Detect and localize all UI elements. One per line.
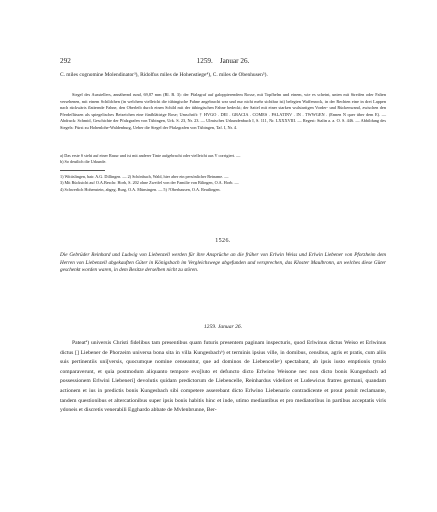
main-text: Pateatª) universis Christi fidelibus tam presentibus quam futuris presentem paginam inspecturis, quod Erlwinus dictus Weiso et Erlwinus dictus [] Liebener de Phorzeim universa bona sita in villa Kungesbachᵇ) et terminis ipsius ville, in domibus, censibus, agris et pratis, cum aliis suis pertinentiis uni[versis, quocumque nomine censeantur, que ad dominos de Liebencelleᶜ) spectabant, ab ipsis iusto emptionis tytulo comparaverunt, et quia postmodum aliquanto tempore evo[luto et defuncto dicto Erlwino Weisone nec non dicto bonis Kungesbach ad possessionem Erlwini Liebeneri] devolutis quidam predictorum de Liebencelle, Reinhardus videlicet et Ludewicus fratres germani, quandam actionem et ius in predictis bonis Kungesbach sibi competere asserebant dicto Erlwino Liebenario contradicente et prout potuit reclamante, tandem questionibus et altercationibus super ipsis bonis habitis hinc et inde, utimo mediantibus et pro mediatoribus in partibus acceptatis viris ydoneis et discretis venerabili Egghardo abbate de Mvlenbrunne, Ber- bbox=[60, 340, 386, 414]
footnote-rule bbox=[60, 170, 105, 171]
witness-line: C. miles cognomine Molendinator³), Ridolfus miles de Hohenstiege⁴), C. miles de Obenhusen⁵). bbox=[60, 72, 268, 78]
header-date bbox=[60, 57, 386, 66]
document-number: 1526. bbox=[215, 238, 231, 244]
witness-block bbox=[60, 72, 386, 80]
header-day: Januar 26. bbox=[219, 57, 250, 65]
seal-description: Siegel des Ausstellers, annähernd rund, 69,87 mm (Bl. B. 3): der Pfalzgraf auf galoppierendem Rosse, mit Topfhelm und einem, wie es scheint, unten mit Streifen oder Falten versehenen, mit einem Schildchen (in welchem vielleicht die tübingische Fahne angebracht war und nur nicht mehr sichtbar ist) belegten Waffenrock, in der Rechten eine in drei Lappen nach rückwärts flatternde Fahne, den Oberleib durch einen Schild mit der tübingischen Fahne bedeckt; der Sattel mit einer starken wulstartigen Vorder- und Rückenwand, zwischen den Pferdeflüssen als spiegelisches Beizeichen eine fünfblättrige Rose; Umschrift: † HVGO . DEI . GRACIA . COMES . PALATINV . IN . TWWGEN . (Ennen N quer über dem E). — Abdruck: Schmid, Geschichte der Pfalzgrafen von Tübingen, Urk. S. 23, Nr. 23. — Ulmisches Urkundenbuch I, S. 111, Nr. LXXXVIII. — Regest: Stalin a. a. O. S. 446. — Abbildung des Siegels: Fürst zu Hohenlohe-Waldenburg, Ueber die Siegel der Pfalzgrafen von Tübingen, Taf. I, Nr. 4. bbox=[60, 92, 386, 130]
variant-note: a) Das erste S steht auf einer Rasur und ist mit anderer Tinte aufgebracht oder vielleicht aus V corrigiert. — bbox=[60, 153, 241, 158]
variant-note: b) So deutlich die Urkunde. bbox=[60, 159, 107, 165]
footnote: 1) Wittislingen, bair. A.G. Dillingen. — 2) Schönbuch, Wald, hier aber ein persönlicher Beiname. — bbox=[60, 174, 229, 179]
page-number: 292 bbox=[60, 57, 71, 65]
footnote: 3) Mit Rücksicht auf O.A.Beschr. Horb, S. 202 ohne Zweifel von der Familie von Bilingen, O.A. Horb. — bbox=[60, 180, 239, 186]
header-year: 1259. bbox=[196, 57, 213, 65]
regest-text: Die Gebrüder Reinhard und Ludwig von Liebenzell werden für ihre Ansprüche an die früher von Erlwin Weiss und Erlwin Liebener von Pforzheim dem Herren von Liebenzell abgekauften Güter in Königsbach im Vergleichswege abgefunden und versprechen, das Kloster Maulbronn, an welches diese Güter geschenkt worden waren, in dem Besitze derselben nicht zu stören. bbox=[60, 252, 386, 274]
footnotes-block bbox=[60, 168, 386, 193]
footnote: 4) Schwerlich Hohenstein, abgeg. Burg, O.A. Münsingen. — 5) ?Oberhausen, O.A. Reutlingen. bbox=[60, 186, 221, 192]
variant-notes-block bbox=[60, 153, 386, 166]
seal-block bbox=[60, 92, 386, 131]
document-date: 1259. Januar 26. bbox=[203, 324, 243, 330]
regest-block bbox=[60, 252, 386, 275]
main-text-block bbox=[60, 339, 386, 416]
